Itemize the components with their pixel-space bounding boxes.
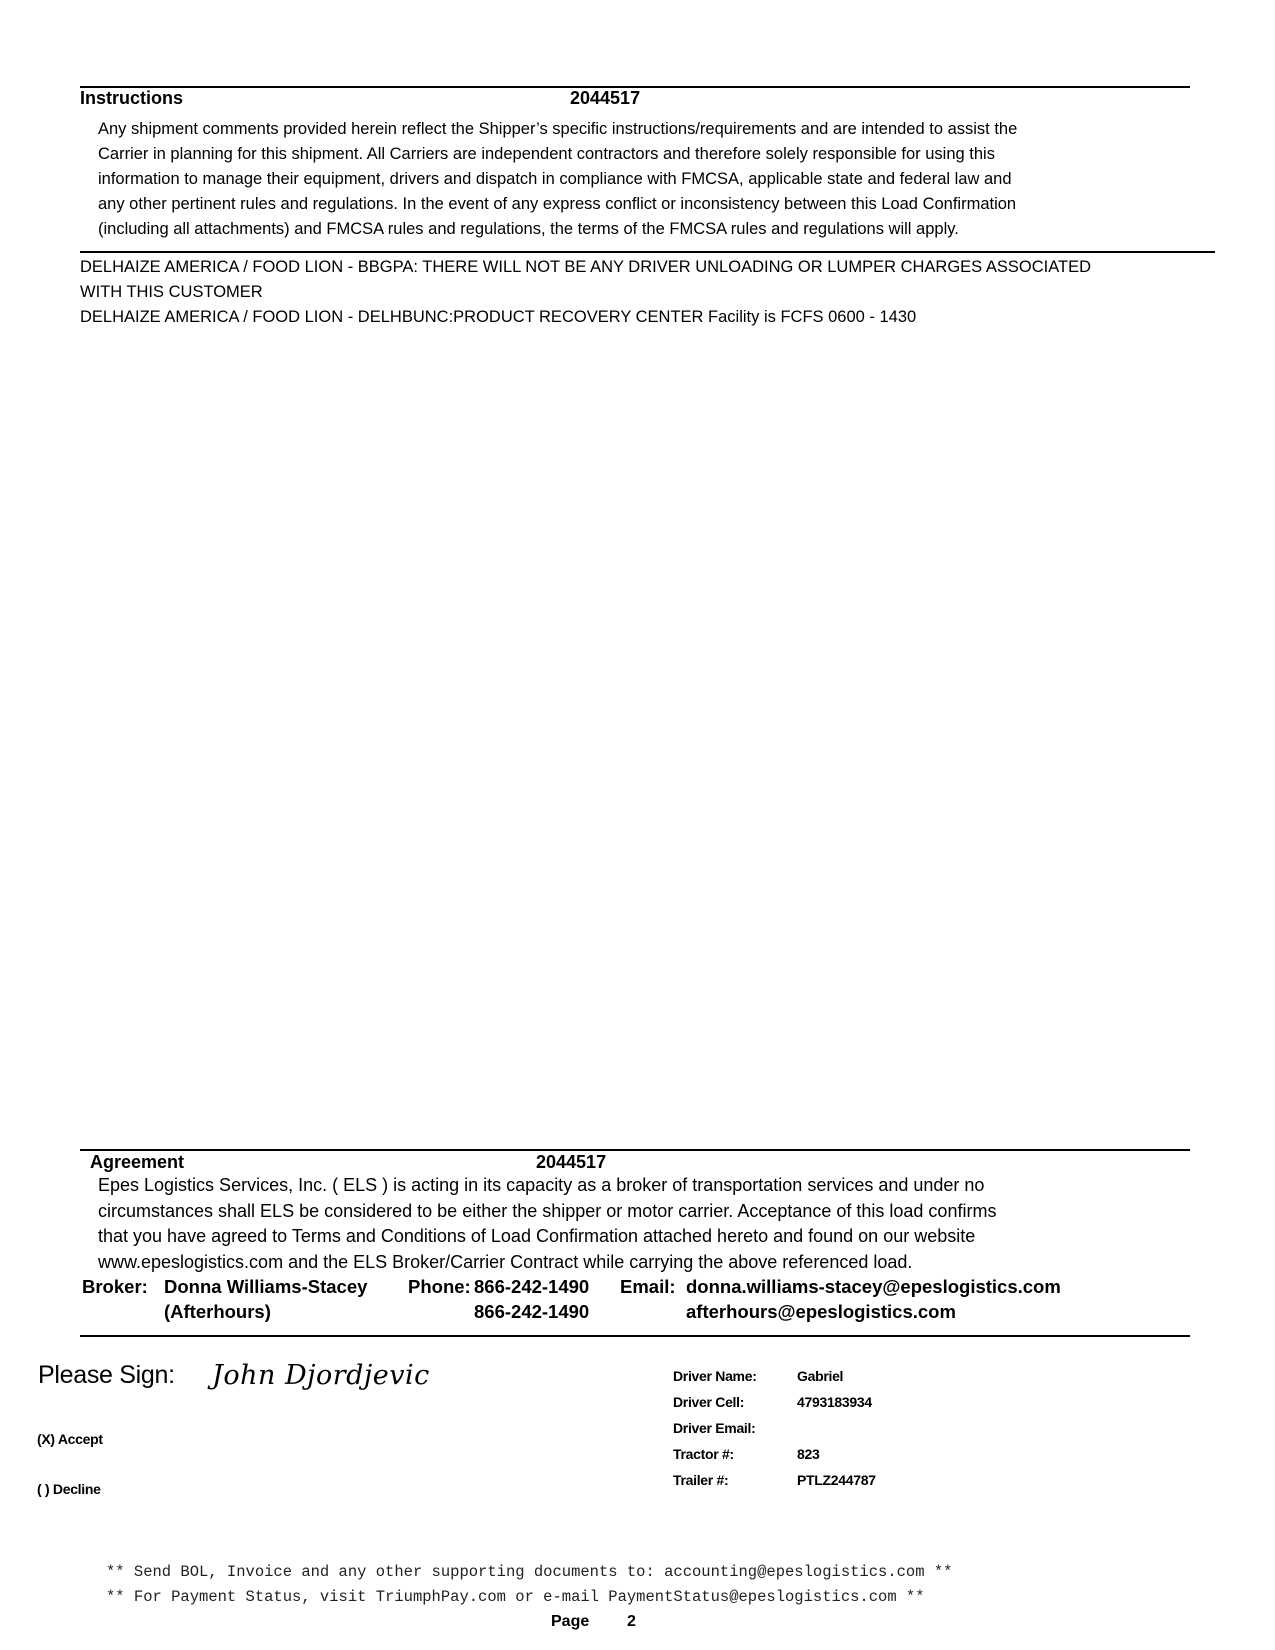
driver-name-label: Driver Name: — [673, 1368, 757, 1384]
afterhours-label: (Afterhours) — [164, 1301, 271, 1322]
driver-email-label: Driver Email: — [673, 1420, 756, 1436]
agreement-heading: Agreement — [90, 1152, 185, 1172]
agreement-line: Epes Logistics Services, Inc. ( ELS ) is acting in its capacity as a broker of transportation services and under no — [98, 1175, 985, 1195]
agreement-load-number: 2044517 — [536, 1152, 607, 1172]
instructions-line: Carrier in planning for this shipment. All Carriers are independent contractors and therefore solely responsible for using this — [98, 145, 995, 163]
driver-cell: 4793183934 — [797, 1394, 872, 1410]
agreement-line: that you have agreed to Terms and Conditions of Load Confirmation attached hereto and found on our website — [98, 1226, 976, 1246]
trailer-label: Trailer #: — [673, 1472, 729, 1488]
please-sign-label: Please Sign: — [38, 1361, 175, 1389]
afterhours-email: afterhours@epeslogistics.com — [686, 1301, 956, 1322]
instructions-line: information to manage their equipment, drivers and dispatch in compliance with FMCSA, applicable state and federal law and — [98, 170, 1012, 188]
tractor-number: 823 — [797, 1446, 820, 1462]
shipment-note: DELHAIZE AMERICA / FOOD LION - BBGPA: THERE WILL NOT BE ANY DRIVER UNLOADING OR LUMPER CHARGES ASSOCIATED — [80, 258, 1091, 276]
page-number: 2 — [627, 1613, 636, 1630]
tractor-label: Tractor #: — [673, 1446, 734, 1462]
driver-name: Gabriel — [797, 1368, 844, 1384]
agreement-top-rule — [80, 1149, 1190, 1151]
accept-option: (X) Accept — [37, 1431, 103, 1447]
instructions-load-number: 2044517 — [570, 88, 641, 108]
broker-email: donna.williams-stacey@epeslogistics.com — [686, 1276, 1061, 1297]
email-label: Email: — [620, 1276, 676, 1297]
broker-label: Broker: — [82, 1276, 148, 1297]
broker-phone: 866-242-1490 — [474, 1276, 590, 1297]
instructions-paragraph — [98, 117, 1188, 242]
phone-label: Phone: — [408, 1276, 471, 1297]
broker-name: Donna Williams-Stacey — [164, 1276, 368, 1297]
instructions-line: (including all attachments) and FMCSA rules and regulations, the terms of the FMCSA rules and regulations will apply. — [98, 220, 959, 238]
footer-payment-line: ** For Payment Status, visit TriumphPay.com or e-mail PaymentStatus@epeslogistics.com ** — [106, 1588, 925, 1606]
afterhours-phone: 866-242-1490 — [474, 1301, 590, 1322]
shipment-notes — [80, 255, 1270, 330]
shipment-note: WITH THIS CUSTOMER — [80, 283, 263, 301]
agreement-paragraph — [98, 1173, 1188, 1275]
page-label: Page — [551, 1613, 590, 1630]
trailer-number: PTLZ244787 — [797, 1472, 876, 1488]
decline-option: ( ) Decline — [37, 1481, 101, 1497]
instructions-line: Any shipment comments provided herein reflect the Shipper’s specific instructions/requirements and are intended to assist the — [98, 120, 1018, 138]
driver-cell-label: Driver Cell: — [673, 1394, 745, 1410]
signature: John Djordjevic — [212, 1360, 430, 1391]
instructions-heading: Instructions — [80, 88, 184, 108]
agreement-line: circumstances shall ELS be considered to be either the shipper or motor carrier. Acceptance of this load confirms — [98, 1200, 997, 1221]
instructions-divider — [80, 251, 1215, 253]
shipment-note: DELHAIZE AMERICA / FOOD LION - DELHBUNC:PRODUCT RECOVERY CENTER Facility is FCFS 0600 - 1430 — [80, 308, 917, 326]
agreement-line: www.epeslogistics.com and the ELS Broker/Carrier Contract while carrying the above referenced load. — [98, 1251, 913, 1272]
agreement-bottom-rule — [80, 1335, 1190, 1337]
instructions-line: any other pertinent rules and regulations. In the event of any express conflict or inconsistency between this Load Confirmation — [98, 195, 1017, 213]
footer-documents-line: ** Send BOL, Invoice and any other supporting documents to: accounting@epeslogistics.com ** — [106, 1563, 953, 1581]
